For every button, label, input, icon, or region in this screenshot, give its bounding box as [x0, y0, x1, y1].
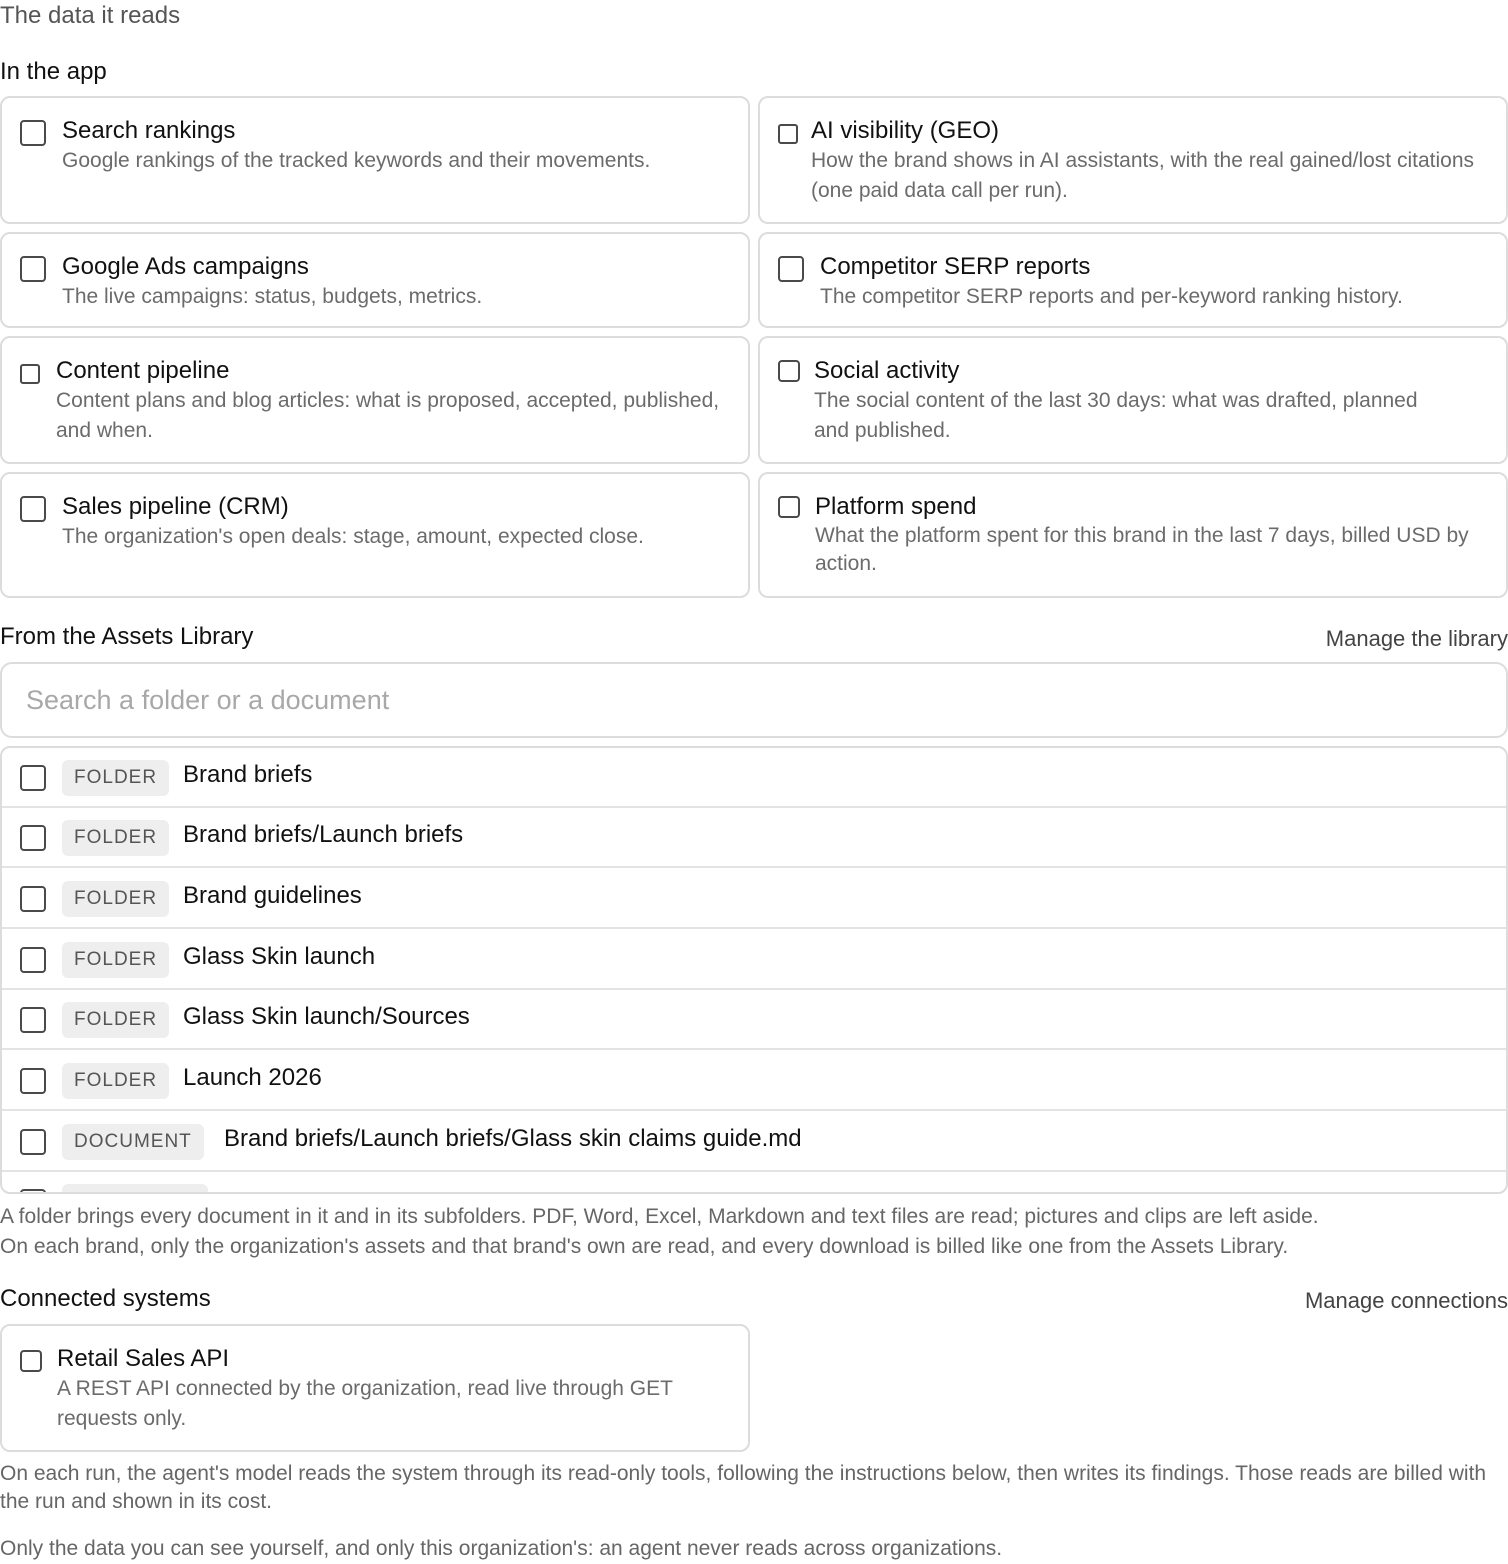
- content-pipeline-checkbox[interactable]: [20, 364, 40, 384]
- card-title: Content pipeline: [56, 357, 230, 384]
- card-title: Social activity: [814, 357, 960, 384]
- asset-row[interactable]: [2, 1051, 1506, 1111]
- asset-search-box[interactable]: [0, 662, 1508, 738]
- search-rankings-checkbox[interactable]: [20, 120, 46, 146]
- source-card-ai-visibility[interactable]: [758, 96, 1508, 224]
- asset-type-badge: FOLDER: [62, 942, 169, 978]
- asset-name: Glass Skin launch/Sources: [183, 1003, 470, 1030]
- asset-name: Brand briefs: [183, 761, 313, 788]
- connected-note-runs: On each run, the agent's model reads the system through its read-only tools, following the instructions below, then writes its findings. Those reads are billed with the run and shown in its cost.: [0, 1462, 1487, 1513]
- section-caption: The data it reads: [0, 2, 181, 29]
- asset-type-badge: FOLDER: [62, 760, 169, 796]
- card-description: The organization's open deals: stage, amount, expected close.: [62, 525, 644, 548]
- asset-checkbox[interactable]: [20, 1007, 46, 1033]
- asset-name: Launch 2026: [183, 1064, 322, 1091]
- card-description: The competitor SERP reports and per-keyword ranking history.: [820, 285, 1403, 308]
- assets-library-heading: From the Assets Library: [0, 623, 254, 650]
- asset-row[interactable]: [2, 1112, 1506, 1172]
- asset-row[interactable]: [2, 930, 1506, 990]
- card-title: Competitor SERP reports: [820, 253, 1091, 280]
- asset-checkbox[interactable]: [20, 886, 46, 912]
- source-card-social-activity[interactable]: [758, 336, 1508, 464]
- asset-checkbox[interactable]: [20, 1068, 46, 1094]
- card-description: Content plans and blog articles: what is proposed, accepted, published, and when.: [56, 389, 720, 442]
- connected-systems-heading: Connected systems: [0, 1285, 211, 1312]
- card-title: Search rankings: [62, 117, 236, 144]
- card-description: Google rankings of the tracked keywords and their movements.: [62, 149, 651, 172]
- google-ads-checkbox[interactable]: [20, 256, 46, 282]
- asset-row[interactable]: [2, 990, 1506, 1050]
- source-card-google-ads[interactable]: [0, 232, 750, 328]
- sales-pipeline-checkbox[interactable]: [20, 496, 46, 522]
- asset-type-badge: DOCUMENT: [62, 1124, 204, 1160]
- card-title: AI visibility (GEO): [811, 117, 1000, 144]
- source-card-search-rankings[interactable]: [0, 96, 750, 224]
- card-description: A REST API connected by the organization, read live through GET requests only.: [57, 1377, 673, 1430]
- asset-checkbox[interactable]: [20, 947, 46, 973]
- source-card-sales-pipeline[interactable]: [0, 472, 750, 598]
- assets-note-billing: On each brand, only the organization's assets and that brand's own are read, and every download is billed like one from the Assets Library.: [0, 1235, 1289, 1258]
- asset-type-badge: [62, 1184, 208, 1194]
- asset-list[interactable]: [0, 746, 1508, 1194]
- card-title: Retail Sales API: [57, 1345, 230, 1372]
- asset-name: Brand briefs/Launch briefs/Glass skin claims guide.md: [224, 1125, 802, 1152]
- card-title: Platform spend: [815, 493, 977, 520]
- platform-spend-checkbox[interactable]: [778, 496, 800, 518]
- card-description: The live campaigns: status, budgets, metrics.: [62, 285, 483, 308]
- asset-type-badge: FOLDER: [62, 881, 169, 917]
- social-activity-checkbox[interactable]: [778, 360, 800, 382]
- asset-name: Glass Skin launch: [183, 943, 376, 970]
- source-card-retail-sales-api[interactable]: [0, 1324, 750, 1452]
- asset-checkbox[interactable]: [20, 1129, 46, 1155]
- card-title: Google Ads campaigns: [62, 253, 309, 280]
- source-card-content-pipeline[interactable]: [0, 336, 750, 464]
- asset-row[interactable]: [2, 748, 1506, 808]
- retail-sales-api-checkbox[interactable]: [20, 1350, 42, 1372]
- connected-note-scope: Only the data you can see yourself, and only this organization's: an agent never reads across organizations.: [0, 1537, 1003, 1560]
- asset-name: Brand briefs/Launch briefs: [183, 821, 464, 848]
- asset-type-badge: FOLDER: [62, 1002, 169, 1038]
- asset-checkbox[interactable]: [20, 825, 46, 851]
- asset-type-badge: FOLDER: [62, 1063, 169, 1099]
- asset-row[interactable]: [2, 869, 1506, 929]
- source-card-platform-spend[interactable]: [758, 472, 1508, 598]
- asset-search-input[interactable]: [26, 676, 1426, 724]
- asset-type-badge: FOLDER: [62, 820, 169, 856]
- ai-visibility-checkbox[interactable]: [778, 124, 798, 144]
- in-app-heading: In the app: [0, 58, 107, 85]
- card-description: The social content of the last 30 days: what was drafted, planned and published.: [814, 389, 1418, 442]
- competitor-serp-checkbox[interactable]: [778, 256, 804, 282]
- source-card-competitor-serp[interactable]: [758, 232, 1508, 328]
- asset-row[interactable]: [2, 808, 1506, 868]
- asset-checkbox[interactable]: [20, 1189, 46, 1194]
- assets-note-formats: A folder brings every document in it and in its subfolders. PDF, Word, Excel, Markdown and text files are read; pictures and clips are left aside.: [0, 1205, 1319, 1228]
- card-description: How the brand shows in AI assistants, with the real gained/lost citations (one paid data call per run).: [811, 149, 1475, 202]
- manage-library-link[interactable]: Manage the library: [1325, 626, 1508, 651]
- card-description: What the platform spent for this brand in the last 7 days, billed USD by action.: [815, 524, 1469, 575]
- asset-name: Brand guidelines: [183, 882, 362, 909]
- asset-checkbox[interactable]: [20, 765, 46, 791]
- asset-row-clipped[interactable]: [2, 1172, 1506, 1194]
- card-title: Sales pipeline (CRM): [62, 493, 289, 520]
- manage-connections-link[interactable]: Manage connections: [1304, 1288, 1508, 1313]
